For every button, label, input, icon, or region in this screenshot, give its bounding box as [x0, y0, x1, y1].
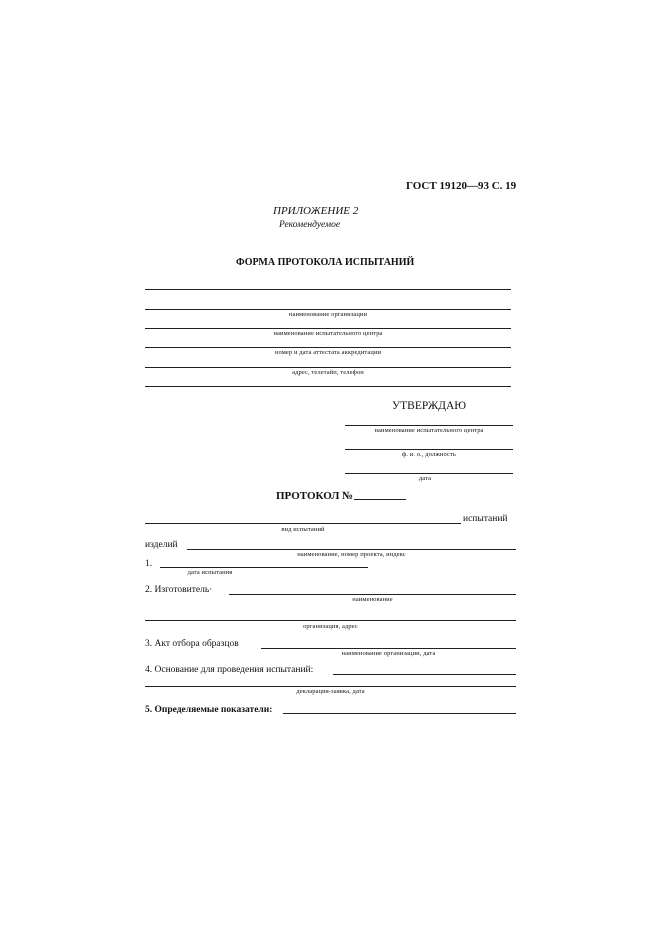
- appendix-subtitle: Рекомендуемое: [279, 220, 341, 230]
- org-line-bottom: [145, 386, 511, 387]
- item3-line: [261, 648, 516, 649]
- item3-label: 3. Акт отбора образцов: [145, 639, 239, 649]
- approve-fio-caption: ф. и. о., должность: [401, 451, 456, 458]
- approve-title: УТВЕРЖДАЮ: [392, 400, 467, 412]
- item5-line: [283, 713, 516, 714]
- appendix-title: ПРИЛОЖЕНИЕ 2: [273, 205, 359, 217]
- test-type-caption: вид испытаний: [281, 526, 325, 533]
- attestat-line: [145, 347, 511, 348]
- center-name-line: [145, 328, 511, 329]
- org-name-line: [145, 309, 511, 310]
- item4-second-line: [145, 686, 516, 687]
- item2-address-line: [145, 620, 516, 621]
- approve-fio-line: [345, 449, 513, 450]
- item1-caption: дата испытания: [187, 569, 233, 576]
- address-caption: адрес, телетайп, телефон: [292, 369, 364, 376]
- item4-line: [333, 674, 516, 675]
- approve-center-line: [345, 425, 513, 426]
- item4-label: 4. Основание для проведения испытаний:: [145, 665, 314, 675]
- org-line-top: [145, 289, 511, 290]
- approve-date-caption: дата: [418, 475, 432, 482]
- item2-line: [229, 594, 516, 595]
- org-name-caption: наименование организации: [288, 311, 368, 318]
- center-name-caption: наименование испытательного центра: [273, 330, 383, 337]
- test-type-line: [145, 523, 461, 524]
- item2-label: 2. Изготовитель·: [145, 585, 213, 595]
- gost-header: ГОСТ 19120—93 С. 19: [406, 180, 517, 192]
- item4-caption: декларация-заявка, дата: [296, 688, 365, 695]
- approve-center-caption: наименование испытательного центра: [374, 427, 484, 434]
- item1-label: 1.: [145, 559, 153, 569]
- address-line: [145, 367, 511, 368]
- items-caption: наименование, номер проекта, индекс: [297, 551, 406, 558]
- protocol-title: ПРОТОКОЛ №: [276, 490, 354, 502]
- protocol-number-line: [354, 499, 406, 500]
- form-title: ФОРМА ПРОТОКОЛА ИСПЫТАНИЙ: [236, 257, 415, 268]
- item2-caption2: организация, адрес: [303, 623, 358, 630]
- item1-line: [160, 567, 368, 568]
- item5-label: 5. Определяемые показатели:: [145, 705, 273, 715]
- items-label: изделий: [145, 540, 178, 550]
- item2-caption1: наименование: [352, 596, 393, 603]
- item3-caption: наименование организации, дата: [341, 650, 436, 657]
- attestat-caption: номер и дата аттестата аккредитации: [274, 349, 382, 356]
- items-line: [187, 549, 516, 550]
- approve-date-line: [345, 473, 513, 474]
- tests-suffix: испытаний: [463, 514, 508, 524]
